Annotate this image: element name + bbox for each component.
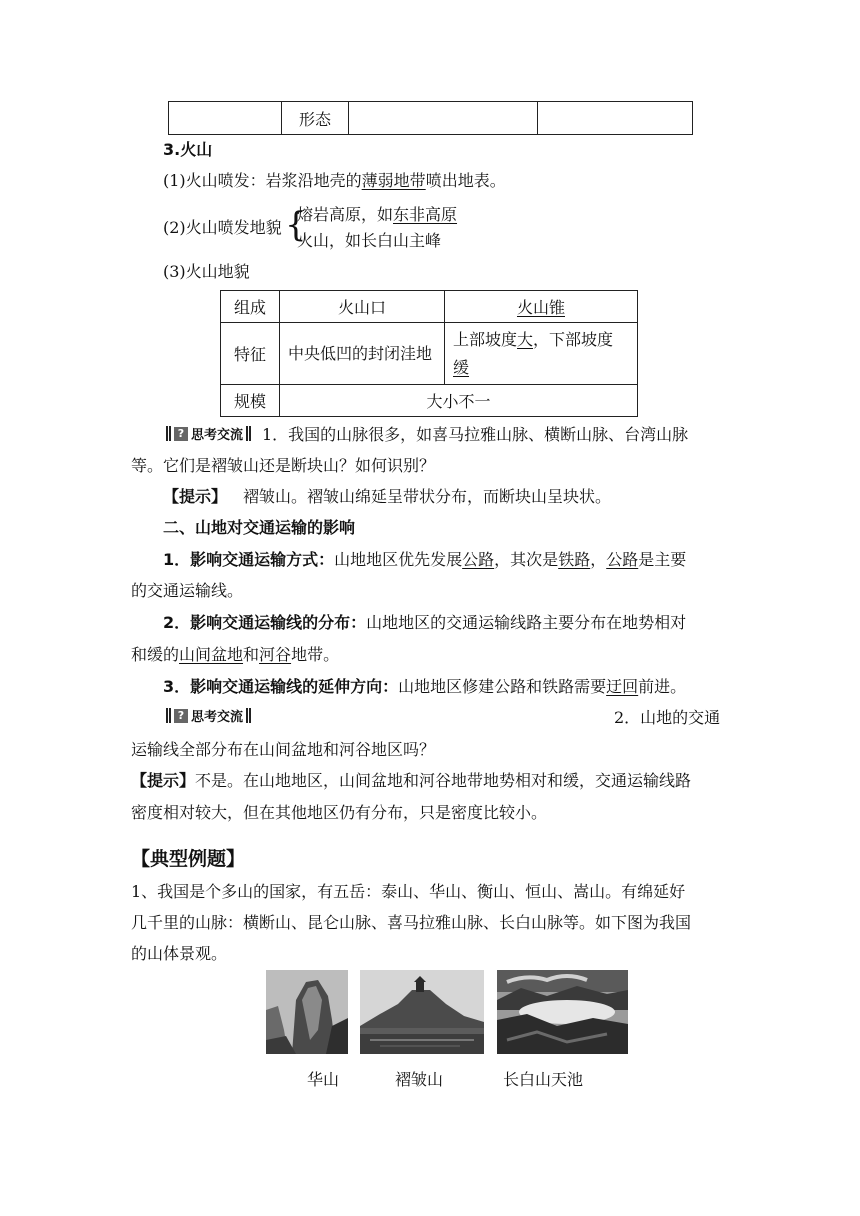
text: ，其次是	[494, 550, 559, 569]
underlined-term: 山间盆地	[179, 645, 244, 664]
text: 和	[243, 645, 260, 664]
caption-tianchi: 长白山天池	[503, 1070, 584, 1089]
text: 喷出地表。	[425, 171, 506, 190]
underlined-term: 铁路	[558, 550, 591, 569]
huashan-photo	[266, 970, 348, 1054]
question-icon: ?	[174, 427, 188, 441]
item-2-line2	[131, 645, 339, 665]
double-bar-icon	[246, 708, 251, 723]
item-1-line1	[163, 550, 686, 570]
examples-heading: 【典型例题】	[131, 848, 246, 870]
volcano-p1	[163, 171, 506, 191]
item-lead: 3．影响交通运输线的延伸方向：	[163, 677, 399, 696]
underlined-term: 公路	[462, 550, 495, 569]
text: ，	[590, 550, 607, 569]
row-header: 组成	[221, 291, 280, 323]
top-table-cell	[538, 102, 693, 135]
badge-label: 思考交流	[191, 428, 244, 443]
volcano-p2-label: (2)火山喷发地貌	[163, 218, 282, 237]
tianchi-photo	[497, 970, 628, 1054]
volcano-p2-line2: 火山，如长白山主峰	[297, 231, 442, 250]
hint-2-line2: 密度相对较大，但在其他地区仍有分布，只是密度比较小。	[131, 803, 548, 822]
table-cell: 中央低凹的封闭洼地	[280, 323, 445, 385]
text: 山地地区修建公路和铁路需要	[398, 677, 607, 696]
text: 地带。	[291, 645, 340, 664]
top-table-cell: 形态	[282, 102, 349, 135]
item-lead: 1．影响交通运输方式：	[163, 550, 335, 569]
question-1-line2: 等。它们是褶皱山还是断块山？如何识别？	[131, 456, 436, 475]
hint-2-line1	[131, 771, 691, 791]
caption-fold-mountain: 褶皱山	[395, 1070, 444, 1089]
hint-text: 不是。在山地地区，山间盆地和河谷地带地势相对和缓，交通运输线路	[195, 771, 692, 790]
text: ，下部坡度	[533, 329, 614, 349]
table-cell: 火山口	[280, 291, 445, 323]
text: 上部坡度	[453, 329, 518, 349]
volcano-table	[220, 290, 638, 417]
question-2-line1: 2．山地的交通	[614, 708, 721, 727]
underlined-term: 薄弱地带	[361, 171, 426, 190]
top-table-cell	[169, 102, 282, 135]
section-heading: 二、山地对交通运输的影响	[163, 518, 356, 537]
text: 山地地区优先发展	[334, 550, 463, 569]
top-table-cell	[349, 102, 538, 135]
hint-label: 【提示】	[131, 771, 196, 790]
think-badge	[166, 424, 251, 443]
item-2-line1	[163, 613, 686, 633]
think-badge	[166, 706, 251, 725]
question-2-line2: 运输线全部分布在山间盆地和河谷地区吗？	[131, 740, 436, 759]
volcano-p3: (3)火山地貌	[163, 262, 250, 281]
item-3	[163, 677, 686, 697]
double-bar-icon	[166, 708, 171, 723]
hint-label: 【提示】	[163, 487, 228, 506]
underlined-term: 公路	[606, 550, 639, 569]
volcano-heading: 3.火山	[163, 140, 213, 159]
question-1-line1: 1．我国的山脉很多，如喜马拉雅山脉、横断山脉、台湾山脉	[262, 425, 689, 444]
double-bar-icon	[246, 426, 251, 441]
text: 山地地区的交通运输线路主要分布在地势相对	[366, 613, 687, 632]
question-icon: ?	[174, 709, 188, 723]
item-1-line2: 的交通运输线。	[131, 581, 244, 600]
top-table	[168, 101, 693, 135]
underlined-term: 大	[517, 329, 534, 349]
brace-icon: {	[285, 205, 307, 245]
badge-label: 思考交流	[191, 710, 244, 725]
underlined-term: 东非高原	[393, 205, 458, 224]
hint-text: 褶皱山。褶皱山绵延呈带状分布，而断块山呈块状。	[243, 487, 612, 506]
double-bar-icon	[166, 426, 171, 441]
text: (1)火山喷发：岩浆沿地壳的	[163, 171, 362, 190]
text: 前进。	[638, 677, 687, 696]
underlined-term: 缓	[453, 357, 470, 377]
table-cell: 大小不一	[280, 385, 638, 417]
underlined-term: 迂回	[606, 677, 639, 696]
text: 熔岩高原，如	[297, 205, 394, 224]
item-lead: 2．影响交通运输线的分布：	[163, 613, 367, 632]
example-1-line2: 几千里的山脉：横断山、昆仑山脉、喜马拉雅山脉、长白山脉等。如下图为我国	[131, 913, 692, 932]
example-1-line1: 1、我国是个多山的国家，有五岳：泰山、华山、衡山、恒山、嵩山。有绵延好	[131, 882, 686, 901]
underlined-term: 河谷	[259, 645, 292, 664]
underlined-term: 火山锥	[516, 298, 565, 317]
hint-1	[163, 487, 611, 507]
text: 和缓的	[131, 645, 180, 664]
fold-mountain-photo	[360, 970, 484, 1054]
table-cell	[445, 323, 638, 385]
volcano-p2-line1	[297, 205, 457, 225]
example-1-line3: 的山体景观。	[131, 944, 228, 963]
row-header: 规模	[221, 385, 280, 417]
row-header: 特征	[221, 323, 280, 385]
table-cell	[445, 291, 638, 323]
text: 是主要	[638, 550, 687, 569]
caption-huashan: 华山	[307, 1070, 340, 1089]
